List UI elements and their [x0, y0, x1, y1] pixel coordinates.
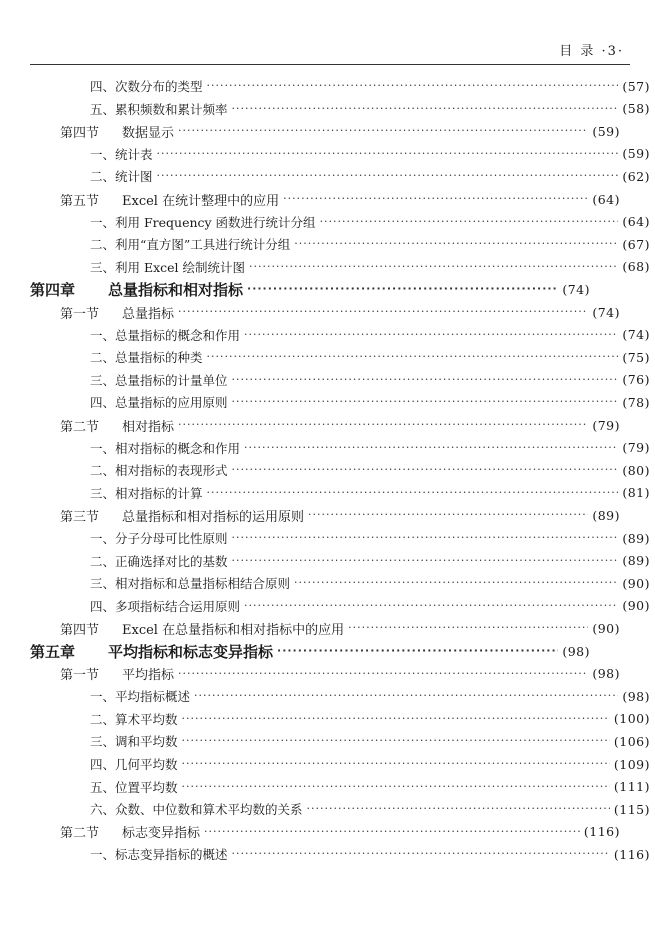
page-header: [30, 38, 630, 60]
toc-entry-label: [60, 664, 174, 683]
toc-section-entry: [30, 189, 620, 209]
dot-leader: [207, 76, 619, 96]
toc-item-entry: [30, 483, 650, 503]
toc-item-entry: [30, 325, 650, 345]
dot-leader: [194, 686, 618, 706]
toc-page-number: (62): [622, 168, 650, 184]
dot-leader: [244, 596, 618, 616]
toc-entry-label: [90, 710, 178, 728]
section-number: 第四节: [60, 125, 100, 141]
toc-chapter-entry: [30, 279, 590, 299]
toc-page-number: (115): [613, 801, 650, 817]
dot-leader: [178, 664, 588, 684]
toc-entry-label: [90, 348, 203, 366]
toc-page-number: (109): [613, 756, 650, 772]
section-number: 第五节: [60, 193, 100, 209]
dot-leader: [244, 325, 618, 345]
toc-entry-label: [90, 845, 228, 863]
toc-item-entry: [30, 99, 650, 119]
toc-entry-label: [90, 235, 290, 253]
dot-leader: [247, 279, 558, 299]
toc-entry-label: [90, 484, 203, 502]
toc-entry-title: 总量指标和相对指标: [108, 280, 244, 299]
toc-entry-label: [90, 393, 228, 411]
toc-item-entry: [30, 844, 650, 864]
toc-entry-label: [90, 732, 178, 750]
toc-entry-title: 一、统计表: [90, 146, 153, 162]
dot-leader: [294, 573, 618, 593]
toc-entry-title: 总量指标: [122, 306, 175, 322]
toc-item-entry: [30, 573, 650, 593]
dot-leader: [232, 551, 619, 571]
toc-item-entry: [30, 144, 650, 164]
header-text: 目 录 ·3·: [559, 44, 624, 59]
toc-page-number: (67): [622, 236, 650, 252]
toc-entry-label: [90, 258, 245, 276]
dot-leader: [348, 618, 588, 638]
toc-item-entry: [30, 166, 650, 186]
toc-entry-label: [90, 167, 153, 185]
toc-item-entry: [30, 799, 650, 819]
toc-entry-label: [90, 778, 178, 796]
toc-entry-title: 一、相对指标的概念和作用: [90, 440, 241, 456]
dot-leader: [178, 415, 588, 435]
toc-section-entry: [30, 415, 620, 435]
toc-entry-label: [90, 687, 190, 705]
toc-entry-label: [60, 190, 279, 209]
toc-item-entry: [30, 347, 650, 367]
toc-entry-label: [60, 416, 174, 435]
toc-page-number: (90): [622, 575, 650, 591]
toc-page-number: (75): [622, 349, 650, 365]
toc-page-number: (59): [592, 123, 620, 139]
toc-entry-title: 二、总量指标的种类: [90, 350, 203, 366]
toc-item-entry: [30, 528, 650, 548]
toc-entry-label: [90, 529, 228, 547]
toc-page-number: (100): [613, 711, 650, 727]
toc-page-number: (116): [613, 846, 650, 862]
section-number: 第二节: [60, 826, 100, 842]
toc-entry-title: 五、位置平均数: [90, 779, 178, 795]
toc-entry-label: [90, 552, 228, 570]
dot-leader: [232, 528, 619, 548]
toc-section-entry: [30, 505, 620, 525]
section-number: 第一节: [60, 668, 100, 684]
toc-page-number: (98): [562, 643, 590, 659]
dot-leader: [178, 121, 588, 141]
toc-entry-label: [90, 461, 228, 479]
toc-page-number: (58): [622, 101, 650, 117]
toc-entry-title: 三、调和平均数: [90, 734, 178, 750]
toc-page-number: (76): [622, 372, 650, 388]
toc-entry-label: [90, 145, 153, 163]
toc-entry-title: 四、总量指标的应用原则: [90, 395, 228, 411]
toc-entry-title: 四、多项指标结合运用原则: [90, 598, 241, 614]
toc-entry-title: 五、累积频数和累计频率: [90, 101, 228, 117]
dot-leader: [157, 144, 619, 164]
toc-entry-label: [60, 822, 200, 841]
toc-entry-title: 平均指标和标志变异指标: [108, 642, 274, 661]
toc-item-entry: [30, 257, 650, 277]
dot-leader: [320, 212, 619, 232]
toc-section-entry: [30, 618, 620, 638]
toc-page-number: (68): [622, 259, 650, 275]
toc-entry-label: [90, 77, 203, 95]
section-number: 第四节: [60, 622, 100, 638]
toc-page-number: (59): [622, 146, 650, 162]
dot-leader: [204, 822, 580, 842]
toc-page-number: (79): [622, 440, 650, 456]
toc-entry-title: 三、利用 Excel 绘制统计图: [90, 259, 246, 275]
dot-leader: [307, 799, 610, 819]
dot-leader: [277, 641, 558, 661]
toc-item-entry: [30, 370, 650, 390]
dot-leader: [182, 709, 610, 729]
toc-page-number: (79): [592, 417, 620, 433]
toc-page-number: (74): [622, 327, 650, 343]
toc-entry-label: [90, 597, 240, 615]
toc-entry-title: Excel 在总量指标和相对指标中的应用: [122, 622, 345, 638]
dot-leader: [232, 99, 619, 119]
toc-page-number: (106): [613, 733, 650, 749]
toc-page-number: (80): [622, 462, 650, 478]
dot-leader: [308, 505, 588, 525]
toc-entry-title: 一、平均指标概述: [90, 689, 191, 705]
toc-entry-label: [90, 326, 240, 344]
dot-leader: [232, 844, 610, 864]
dot-leader: [178, 302, 588, 322]
dot-leader: [283, 189, 588, 209]
toc-entry-label: [90, 439, 240, 457]
section-number: 第二节: [60, 419, 100, 435]
toc-entry-title: 二、相对指标的表现形式: [90, 463, 228, 479]
toc-page-number: (116): [583, 824, 620, 840]
toc-entry-title: 二、算术平均数: [90, 711, 178, 727]
dot-leader: [182, 754, 610, 774]
dot-leader: [182, 731, 610, 751]
dot-leader: [244, 438, 618, 458]
dot-leader: [207, 483, 619, 503]
toc-item-entry: [30, 460, 650, 480]
toc-entry-title: 相对指标: [122, 419, 175, 435]
toc-page-number: (78): [622, 394, 650, 410]
dot-leader: [157, 166, 619, 186]
dot-leader: [294, 234, 618, 254]
toc-page-number: (64): [592, 191, 620, 207]
toc-entry-title: 六、众数、中位数和算术平均数的关系: [90, 802, 303, 818]
toc-item-entry: [30, 234, 650, 254]
dot-leader: [182, 777, 610, 797]
toc-page-number: (90): [622, 598, 650, 614]
toc-item-entry: [30, 596, 650, 616]
toc-item-entry: [30, 212, 650, 232]
toc-page-number: (64): [622, 214, 650, 230]
toc-entry-label: [30, 641, 273, 661]
header-rule: [30, 64, 630, 65]
toc-chapter-entry: [30, 641, 590, 661]
toc-entry-title: 一、标志变异指标的概述: [90, 847, 228, 863]
toc-entry-label: [60, 506, 304, 525]
toc-page-number: (98): [622, 688, 650, 704]
toc-entry-label: [90, 100, 228, 118]
toc-page-number: (89): [622, 530, 650, 546]
toc-entry-title: 一、利用 Frequency 函数进行统计分组: [90, 214, 316, 230]
toc-page-number: (111): [613, 779, 650, 795]
toc-item-entry: [30, 438, 650, 458]
toc-entry-title: 一、分子分母可比性原则: [90, 531, 228, 546]
toc-item-entry: [30, 777, 650, 797]
toc-section-entry: [30, 822, 620, 842]
toc-entry-title: 三、相对指标和总量指标相结合原则: [90, 576, 291, 592]
toc-entry-title: 四、几何平均数: [90, 757, 178, 772]
toc-entry-label: [60, 122, 174, 141]
toc-entry-title: 数据显示: [122, 125, 175, 141]
toc-entry-label: [90, 371, 228, 389]
toc-entry-title: 二、统计图: [90, 169, 153, 185]
toc-page-number: (74): [562, 281, 590, 297]
toc-section-entry: [30, 664, 620, 684]
toc-page-number: (57): [622, 78, 650, 94]
toc-item-entry: [30, 76, 650, 96]
toc-section-entry: [30, 121, 620, 141]
toc-entry-title: 总量指标和相对指标的运用原则: [122, 509, 305, 525]
toc-entry-title: 三、总量指标的计量单位: [90, 372, 228, 388]
dot-leader: [232, 392, 619, 412]
chapter-number: 第四章: [30, 280, 76, 299]
toc-entry-title: 标志变异指标: [122, 826, 201, 842]
toc-entry-title: 平均指标: [122, 668, 175, 684]
section-number: 第三节: [60, 509, 100, 525]
toc-page-number: (90): [592, 620, 620, 636]
toc-entry-label: [90, 213, 316, 231]
toc-page-number: (89): [592, 507, 620, 523]
toc-entry-title: 三、相对指标的计算: [90, 485, 203, 501]
toc-section-entry: [30, 302, 620, 322]
toc-page-number: (74): [592, 304, 620, 320]
toc-entry-label: [60, 303, 174, 322]
toc-item-entry: [30, 754, 650, 774]
toc-entry-title: 四、次数分布的类型: [90, 79, 203, 94]
toc-item-entry: [30, 392, 650, 412]
toc-entry-title: Excel 在统计整理中的应用: [122, 193, 280, 209]
toc-entry-label: [90, 574, 290, 592]
dot-leader: [249, 257, 618, 277]
toc-item-entry: [30, 686, 650, 706]
toc-page-number: (89): [622, 553, 650, 569]
toc-entry-label: [30, 279, 243, 299]
toc-page-number: (81): [622, 485, 650, 501]
toc-entry-title: 一、总量指标的概念和作用: [90, 327, 241, 343]
chapter-number: 第五章: [30, 642, 76, 661]
section-number: 第一节: [60, 306, 100, 322]
toc-entry-title: 二、利用“直方图”工具进行统计分组: [90, 237, 291, 253]
toc-entry-label: [90, 800, 303, 818]
toc-entry-label: [90, 755, 178, 773]
dot-leader: [232, 370, 619, 390]
toc-entry-title: 二、正确选择对比的基数: [90, 553, 228, 569]
dot-leader: [207, 347, 619, 367]
toc-page-number: (98): [592, 666, 620, 682]
dot-leader: [232, 460, 619, 480]
toc-item-entry: [30, 709, 650, 729]
toc-item-entry: [30, 551, 650, 571]
toc-entry-label: [60, 619, 344, 638]
toc-item-entry: [30, 731, 650, 751]
